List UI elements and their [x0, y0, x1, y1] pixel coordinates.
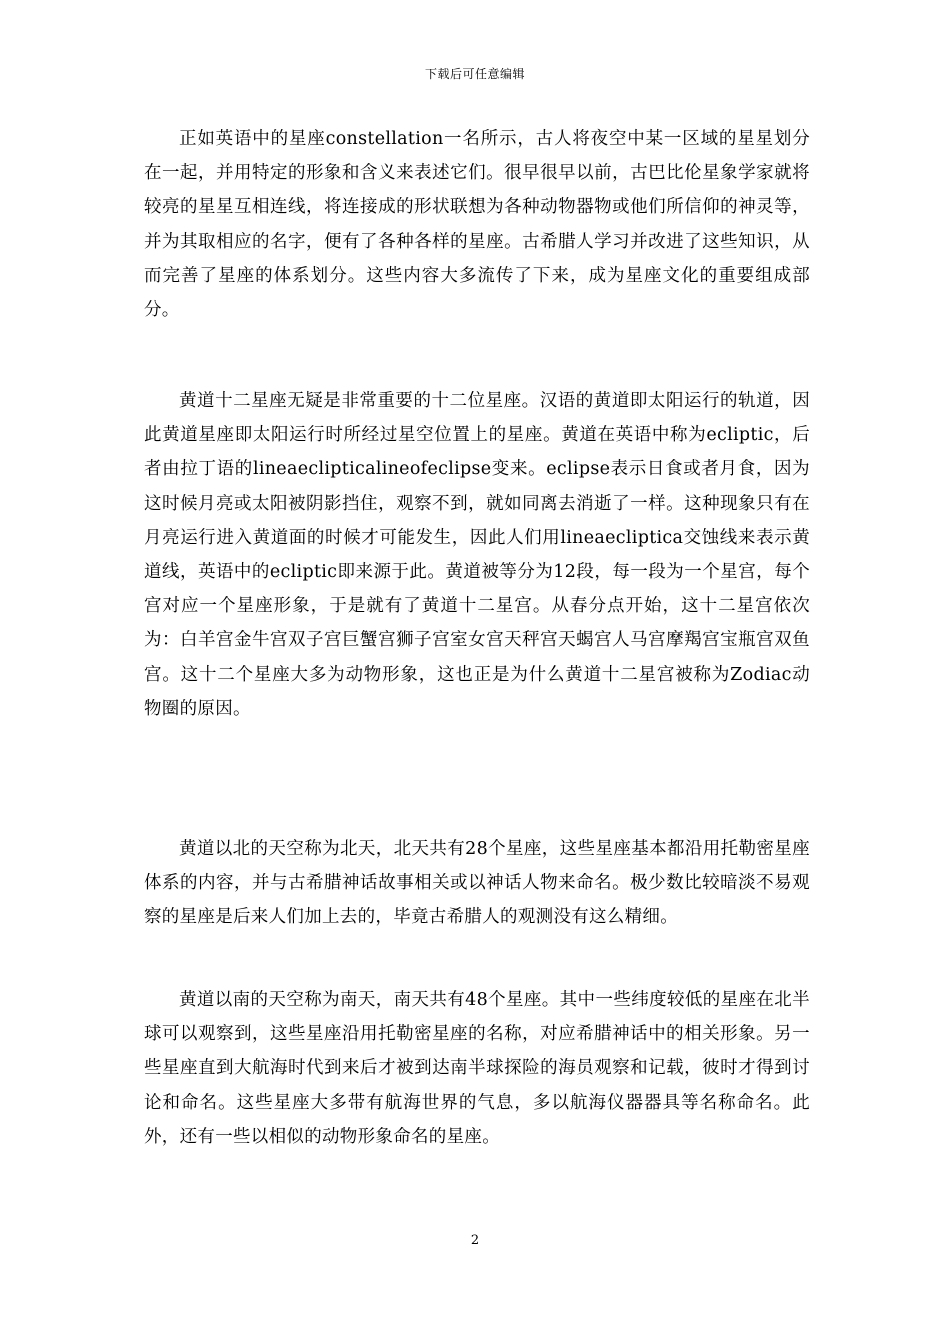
- page-number: 2: [470, 1233, 480, 1248]
- page-header-note: 下载后可任意编辑: [424, 67, 525, 81]
- paragraph-southern-sky: 黄道以南的天空称为南天，南天共有48个星座。其中一些纬度较低的星座在北半球可以观察到，这些星座沿用托勒密星座的名称，对应希腊神话中的相关形象。另一些星座直到大航海时代到来后才被到达南半球探险的海员观察和记载，彼时才得到讨论和命名。这些星座大多带有航海世界的气息，多以航海仪器器具等名称命名。此外，还有一些以相似的动物形象命名的星座。: [144, 990, 810, 1147]
- paragraph-constellation-origin: 正如英语中的星座constellation一名所示，古人将夜空中某一区域的星星划分在一起，并用特定的形象和含义来表述它们。很早很早以前，古巴比伦星象学家就将较亮的星星互相连线，将连接成的形状联想为各种动物器物或他们所信仰的神灵等，并为其取相应的名字，便有了各种各样的星座。古希腊人学习并改进了这些知识，从而完善了星座的体系划分。这些内容大多流传了下来，成为星座文化的重要组成部分。: [144, 129, 810, 321]
- paragraph-northern-sky: 黄道以北的天空称为北天，北天共有28个星座，这些星座基本都沿用托勒密星座体系的内容，并与古希腊神话故事相关或以神话人物来命名。极少数比较暗淡不易观察的星座是后来人们加上去的，毕竟古希腊人的观测没有这么精细。: [144, 839, 810, 928]
- paragraph-zodiac: 黄道十二星座无疑是非常重要的十二位星座。汉语的黄道即太阳运行的轨道，因此黄道星座即太阳运行时所经过星空位置上的星座。黄道在英语中称为ecliptic，后者由拉丁语的lineaeclipticalineofeclipse变来。eclipse表示日食或者月食，因为这时候月亮或太阳被阴影挡住，观察不到，就如同离去消逝了一样。这种现象只有在月亮运行进入黄道面的时候才可能发生，因此人们用lineaecliptica交蚀线来表示黄道线，英语中的ecliptic即来源于此。黄道被等分为12段，每一段为一个星宫，每个宫对应一个星座形象，于是就有了黄道十二星宫。从春分点开始，这十二星宫依次为：白羊宫金牛宫双子宫巨蟹宫狮子宫室女宫天秤宫天蝎宫人马宫摩羯宫宝瓶宫双鱼宫。这十二个星座大多为动物形象，这也正是为什么黄道十二星宫被称为Zodiac动物圈的原因。: [144, 391, 810, 719]
